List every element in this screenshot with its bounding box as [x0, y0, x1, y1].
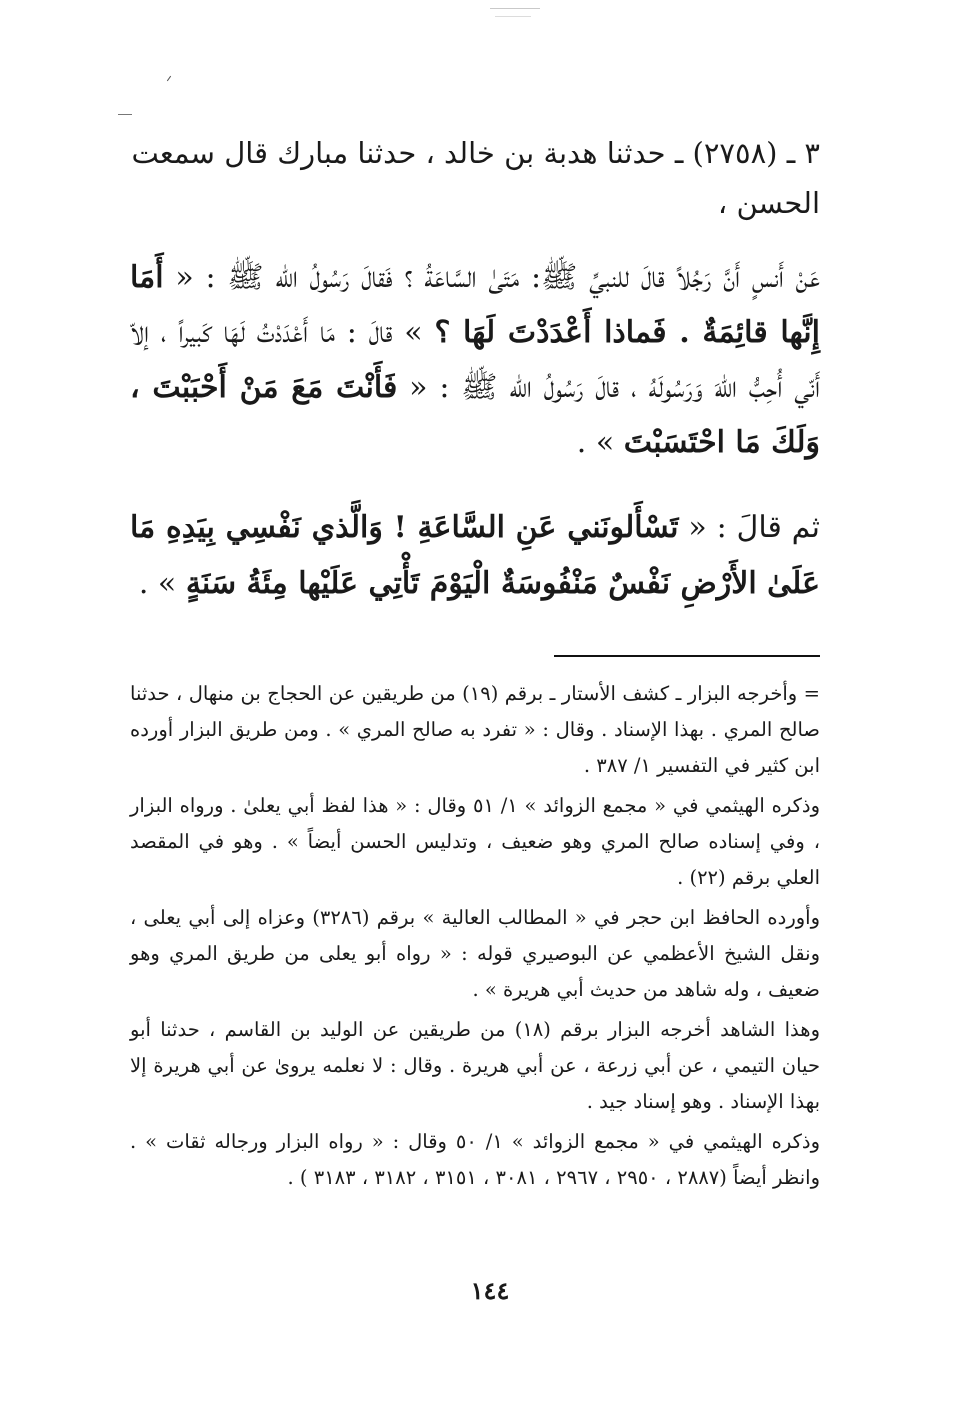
scan-artifact-mark: [167, 76, 171, 81]
footnote-separator: [554, 655, 820, 657]
paragraph1-mid: » قالَ : مَا أَعْدَدْتُ لَهَا كَبيراً ، إلاّ أَنّي أُحِبُّ اللّهَ وَرَسُولَهُ ، قالَ رَسُولُ الله ﷺ : «: [130, 315, 820, 405]
paragraph2-intro: ثم قالَ : «: [688, 510, 820, 545]
main-text: [130, 128, 820, 612]
footnote-paragraph: = وأخرجه البزار ـ كشف الأستار ـ برقم (١٩) من طريقين عن الحجاج بن منهال ، حدثنا صالح المري . بهذا الإسناد . وقال : « تفرد به صالح المري » . ومن طريق البزار أورده ابن كثير في التفسير ١/ ٣٨٧ .: [130, 682, 820, 777]
paragraph2-end: » .: [138, 566, 177, 601]
prophet-quote-3: تَسْأَلونَني عَنِ السَّاعَةِ ! وَالَّذي نَفْسِي بِيَدِهِ مَا عَلَىٰ الأَرْضِ نَفْسٌ مَنْفُوسَةٌ الْيَوْمَ تَأْتِي عَلَيْها مِئَةُ سَنَةٍ: [130, 510, 820, 601]
paragraph1-intro: عَنْ أَنسٍ أَنَّ رَجُلاً قالَ للنبيِّ ﷺ: مَتَىٰ السَّاعَةُ ؟ فَقالَ رَسُولُ الله ﷺ : «: [175, 260, 820, 295]
footnote-paragraph: وأورده الحافظ ابن حجر في « المطالب العالية » برقم (٣٢٨٦) وعزاه إلى أبي يعلى ، ونقل الشيخ الأعظمي عن البوصيري قوله : « رواه أبو يعلى من طريق المري وهو ضعيف ، وله شاهد من حديث أبي هريرة » .: [130, 906, 821, 1001]
footnote-paragraph: وذكره الهيثمي في « مجمع الزوائد » ١/ ٥٠ وقال : « رواه البزار ورجاله ثقات » . وانظر أيضاً (٢٨٨٧ ، ٢٩٥٠ ، ٢٩٦٧ ، ٣٠٨١ ، ٣١٥١ ، ٣١٨٢ ، ٣١٨٣ ) .: [130, 1130, 820, 1189]
page-number: ١٤٤: [470, 1276, 510, 1305]
scan-artifact-line: [495, 16, 531, 17]
scan-artifact-mark: [118, 114, 132, 115]
hadith-paragraph-2: [130, 500, 820, 612]
scan-artifact-line: [490, 8, 540, 9]
hadith-paragraph-1: [130, 250, 820, 470]
hadith-header: ٣ ـ (٢٧٥٨) ـ حدثنا هدبة بن خالد ، حدثنا مبارك قال سمعت الحسن ،: [131, 136, 820, 220]
prophet-quote-1: أَمَا إِنَّها قائِمَةٌ . فَماذا أَعْدَدْتَ لَهَا ؟: [130, 260, 820, 350]
footnote-paragraph: وذكره الهيثمي في « مجمع الزوائد » ١/ ٥١ وقال : « هذا لفظ أبي يعلىٰ . ورواه البزار ، وفي إسناده صالح المري وهو ضعيف ، وتدليس الحسن أيضاً » . وهو في المقصد العلي برقم (٢٢) .: [130, 794, 820, 889]
prophet-quote-2: فَأَنْتَ مَعَ مَنْ أَحْبَبْتَ ، وَلَكَ مَا احْتَسَبْتَ: [130, 370, 820, 460]
footnotes: [130, 676, 820, 1200]
footnote-paragraph: وهذا الشاهد أخرجه البزار برقم (١٨) من طريقين عن الوليد بن القاسم ، حدثنا أبو حيان التيمي ، عن أبي زرعة ، عن أبي هريرة . وقال : لا نعلمه يروىٰ عن أبي هريرة إلا بهذا الإسناد . وهو إسناد جيد .: [130, 1018, 820, 1113]
paragraph1-end: » .: [576, 425, 615, 460]
